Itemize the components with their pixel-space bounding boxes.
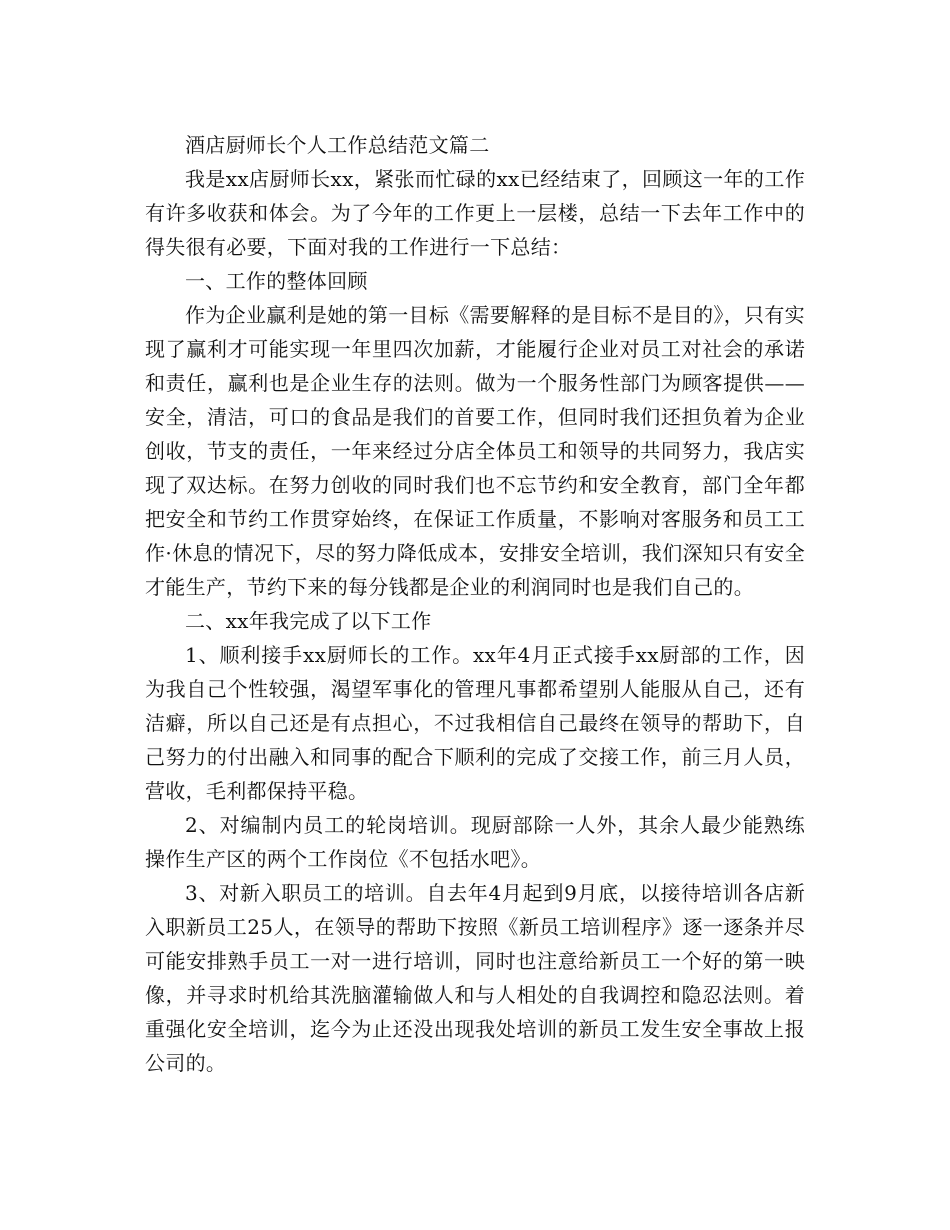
document-title: 酒店厨师长个人工作总结范文篇二 <box>185 133 490 157</box>
list-item-2: 2、对编制内员工的轮岗培训。现厨部除一人外，其余人最少能熟练操作生产区的两个工作岗位《不包括水吧》。 <box>145 813 805 871</box>
list-item-3: 3、对新入职员工的培训。自去年4月起到9月底，以接待培训各店新入职新员工25人，在领导的帮助下按照《新员工培训程序》逐一逐条并尽可能安排熟手员工一对一进行培训，同时也注意给新员工一个好的第一映像，并寻求时机给其洗脑灌输做人和与人相处的自我调控和隐忍法则。着重强化安全培训，迄今为止还没出现我处培训的新员工发生安全事故上报公司的。 <box>145 881 805 1075</box>
section-heading-2: 二、xx年我完成了以下工作 <box>185 609 432 633</box>
paragraph-overview: 作为企业赢利是她的第一目标《需要解释的是目标不是目的》，只有实现了赢利才可能实现一年里四次加薪，才能履行企业对员工对社会的承诺和责任，赢利也是企业生存的法则。做为一个服务性部门为顾客提供——安全，清洁，可口的食品是我们的首要工作，但同时我们还担负着为企业创收，节支的责任，一年来经过分店全体员工和领导的共同努力，我店实现了双达标。在努力创收的同时我们也不忘节约和安全教育，部门全年都把安全和节约工作贯穿始终，在保证工作质量，不影响对客服务和员工工作·休息的情况下，尽的努力降低成本，安排安全培训，我们深知只有安全才能生产，节约下来的每分钱都是企业的利润同时也是我们自己的。 <box>145 303 805 599</box>
list-item-1: 1、顺利接手xx厨师长的工作。xx年4月正式接手xx厨部的工作，因为我自己个性较强，渴望军事化的管理凡事都希望别人能服从自己，还有洁癖，所以自己还是有点担心，不过我相信自己最终在领导的帮助下，自己努力的付出融入和同事的配合下顺利的完成了交接工作，前三月人员，营收，毛利都保持平稳。 <box>145 643 805 803</box>
paragraph-intro: 我是xx店厨师长xx，紧张而忙碌的xx已经结束了，回顾这一年的工作有许多收获和体会。为了今年的工作更上一层楼，总结一下去年工作中的得失很有必要，下面对我的工作进行一下总结： <box>145 167 805 259</box>
document-body <box>145 128 805 1080</box>
section-heading-1: 一、工作的整体回顾 <box>185 269 368 293</box>
